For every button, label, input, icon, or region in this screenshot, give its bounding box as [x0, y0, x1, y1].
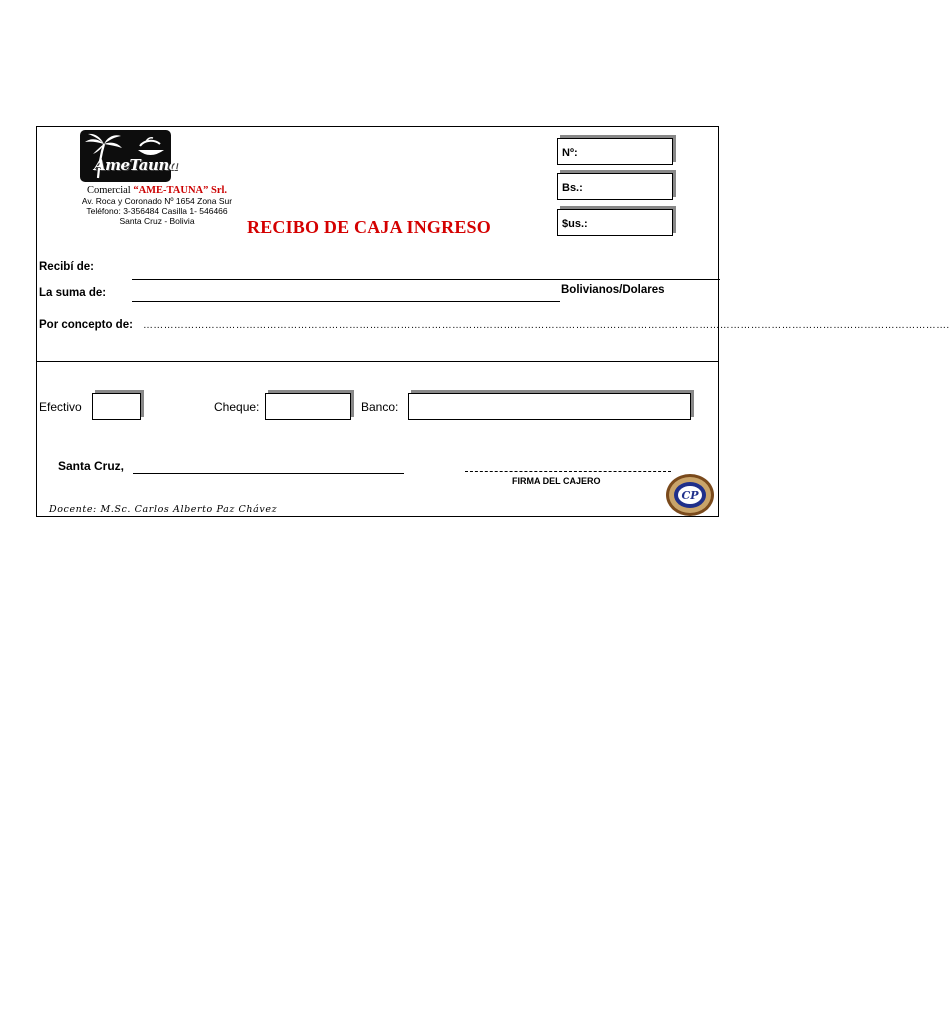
concepto-dotted-line[interactable]: ………………………………………………………………………………………………………………………………………………………………………………………………………………. — [143, 320, 949, 331]
company-logo — [80, 130, 179, 182]
address-line-3: Santa Cruz - Bolivia — [119, 216, 195, 226]
cheque-box[interactable] — [265, 393, 351, 420]
seal-initials: CP — [681, 489, 699, 502]
bs-amount-box[interactable] — [557, 173, 673, 200]
numero-label: Nº: — [562, 147, 578, 159]
company-address — [37, 196, 277, 226]
concepto-label: Por concepto de: — [39, 319, 133, 331]
recibi-line[interactable] — [132, 279, 720, 280]
suma-label: La suma de: — [39, 287, 107, 299]
docente-credit: Docente: M.Sc. Carlos Alberto Paz Chávez — [49, 504, 278, 515]
us-amount-box[interactable] — [557, 209, 673, 236]
recibi-label: Recibí de: — [39, 261, 94, 273]
logo-text: AmeTauna — [94, 156, 179, 174]
signature-line[interactable] — [465, 471, 671, 472]
company-info — [37, 185, 277, 226]
address-line-2: Teléfono: 3-356484 Casilla 1- 546466 — [86, 206, 228, 216]
place-label: Santa Cruz, — [58, 459, 125, 473]
numero-box[interactable] — [557, 138, 673, 165]
cp-seal-icon — [665, 473, 715, 517]
date-line[interactable] — [133, 473, 404, 474]
efectivo-box[interactable] — [92, 393, 141, 420]
receipt-form — [36, 126, 949, 517]
company-name — [37, 185, 277, 196]
cheque-label: Cheque: — [214, 400, 260, 414]
receipt-title: RECIBO DE CAJA INGRESO — [247, 217, 491, 237]
us-label: $us.: — [562, 218, 588, 230]
bs-label: Bs.: — [562, 182, 583, 194]
seal-logo — [665, 473, 715, 522]
address-line-1: Av. Roca y Coronado Nº 1654 Zona Sur — [81, 196, 233, 206]
firma-label: FIRMA DEL CAJERO — [512, 476, 601, 486]
currency-label: Bolivianos/Dolares — [561, 284, 665, 296]
suma-line[interactable] — [132, 301, 560, 302]
company-brand: “AME-TAUNA” Srl. — [133, 185, 228, 196]
banco-box[interactable] — [408, 393, 691, 420]
efectivo-label: Efectivo — [39, 400, 82, 414]
company-prefix: Comercial — [86, 185, 134, 196]
banco-label: Banco: — [361, 400, 399, 414]
section-divider — [37, 361, 718, 362]
